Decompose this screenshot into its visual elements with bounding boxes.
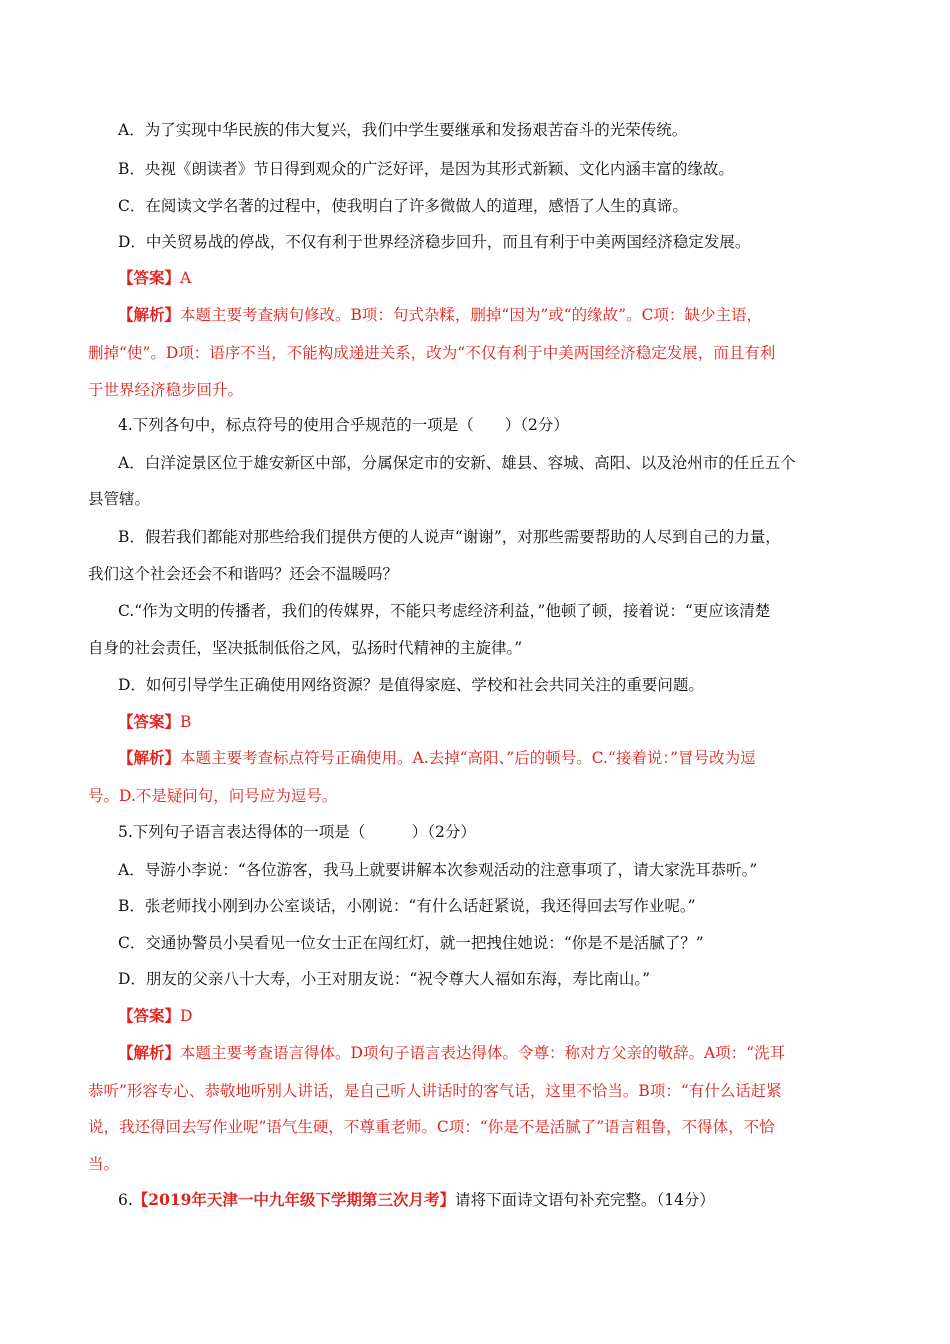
- q4-answer: [118, 712, 191, 732]
- q3-analysis-line-1: [118, 305, 762, 325]
- q4-analysis-line-1: [118, 748, 756, 768]
- q5-analysis-line-1: [118, 1043, 785, 1063]
- q5-analysis-line-2: 恭听”形容专心、恭敬地听别人讲话，是自己听人讲话时的客气话，这里不恰当。B项：“有什么话赶紧: [88, 1082, 782, 1100]
- q4-option-c-line-1: C.“作为文明的传播者，我们的传媒界，不能只考虑经济利益，”他顿了顿，接着说：“更应该清楚: [118, 602, 771, 620]
- q6-number: 6.: [118, 1191, 133, 1209]
- q3-analysis-line-3: 于世界经济稳步回升。: [88, 381, 244, 399]
- q3-option-d: D．中关贸易战的停战，不仅有利于世界经济稳步回升，而且有利于中美两国经济稳定发展。: [118, 233, 751, 251]
- q4-option-a-line-2: 县管辖。: [88, 490, 151, 508]
- q6-text: 请将下面诗文语句补充完整。（14分）: [454, 1191, 715, 1209]
- q5-option-d: D．朋友的父亲八十大寿，小王对朋友说：“祝令尊大人福如东海，寿比南山。”: [118, 970, 651, 988]
- answer-label: 【答案】: [118, 268, 181, 287]
- q4-option-b-line-1: B．假若我们都能对那些给我们提供方便的人说声“谢谢”，对那些需要帮助的人尽到自己的力量，: [118, 528, 781, 546]
- analysis-label: 【解析】: [118, 1043, 181, 1062]
- q3-analysis-line-2: 删掉“使”。D项：语序不当，不能构成递进关系，改为“不仅有利于中美两国经济稳定发展，而且有利: [88, 344, 776, 362]
- q5-option-c: C．交通协警员小吴看见一位女士正在闯红灯，就一把拽住她说：“你是不是活腻了？”: [118, 934, 704, 952]
- q5-option-b: B．张老师找小刚到办公室谈话，小刚说：“有什么话赶紧说，我还得回去写作业呢。”: [118, 897, 696, 915]
- answer-value: A: [180, 269, 192, 287]
- q4-option-b-line-2: 我们这个社会还会不和谐吗？还会不温暖吗？: [88, 565, 399, 583]
- q5-stem: 5.下列句子语言表达得体的一项是（ ）（2分）: [118, 823, 476, 841]
- q5-option-a: A．导游小李说：“各位游客，我马上就要讲解本次参观活动的注意事项了，请大家洗耳恭听。”: [118, 861, 758, 879]
- answer-label: 【答案】: [118, 1006, 181, 1025]
- q4-stem: 4.下列各句中，标点符号的使用合乎规范的一项是（ ）（2分）: [118, 416, 569, 434]
- analysis-label: 【解析】: [118, 305, 181, 324]
- analysis-text: 本题主要考查语言得体。D项句子语言表达得体。令尊：称对方父亲的敬辞。A项：“洗耳: [180, 1044, 786, 1062]
- q5-analysis-line-4: 当。: [88, 1155, 120, 1173]
- q4-analysis-line-2: 号。D.不是疑问句，问号应为逗号。: [88, 787, 338, 805]
- answer-value: B: [180, 713, 192, 731]
- q3-option-a: A．为了实现中华民族的伟大复兴，我们中学生要继承和发扬艰苦奋斗的光荣传统。: [118, 121, 688, 139]
- answer-value: D: [180, 1007, 193, 1025]
- q3-option-b: B．央视《朗读者》节日得到观众的广泛好评，是因为其形式新颖、文化内涵丰富的缘故。: [118, 160, 734, 178]
- q6-stem: [118, 1190, 715, 1210]
- q4-option-d: D．如何引导学生正确使用网络资源？是值得家庭、学校和社会共同关注的重要问题。: [118, 676, 704, 694]
- q4-option-a-line-1: A．白洋淀景区位于雄安新区中部，分属保定市的安新、雄县、容城、高阳、以及沧州市的任丘五个: [118, 454, 796, 472]
- analysis-text: 本题主要考查病句修改。B项：句式杂糅，删掉“因为”或“的缘故”。C项：缺少主语，: [180, 306, 762, 324]
- q6-source: 【2019年天津一中九年级下学期第三次月考】: [132, 1190, 455, 1209]
- q3-option-c: C．在阅读文学名著的过程中，使我明白了许多微做人的道理，感悟了人生的真谛。: [118, 197, 688, 215]
- q5-answer: [118, 1006, 192, 1026]
- analysis-label: 【解析】: [118, 748, 181, 767]
- q5-analysis-line-3: 说，我还得回去写作业呢”语气生硬，不尊重老师。C项：“你是不是活腻了”语言粗鲁，不得体，不恰: [88, 1118, 775, 1136]
- q4-option-c-line-2: 自身的社会责任，坚决抵制低俗之风，弘扬时代精神的主旋律。”: [88, 639, 523, 657]
- answer-label: 【答案】: [118, 712, 181, 731]
- analysis-text: 本题主要考查标点符号正确使用。A.去掉“高阳、”后的顿号。C.“接着说：”冒号改为逗: [180, 749, 756, 767]
- q3-answer: [118, 268, 191, 288]
